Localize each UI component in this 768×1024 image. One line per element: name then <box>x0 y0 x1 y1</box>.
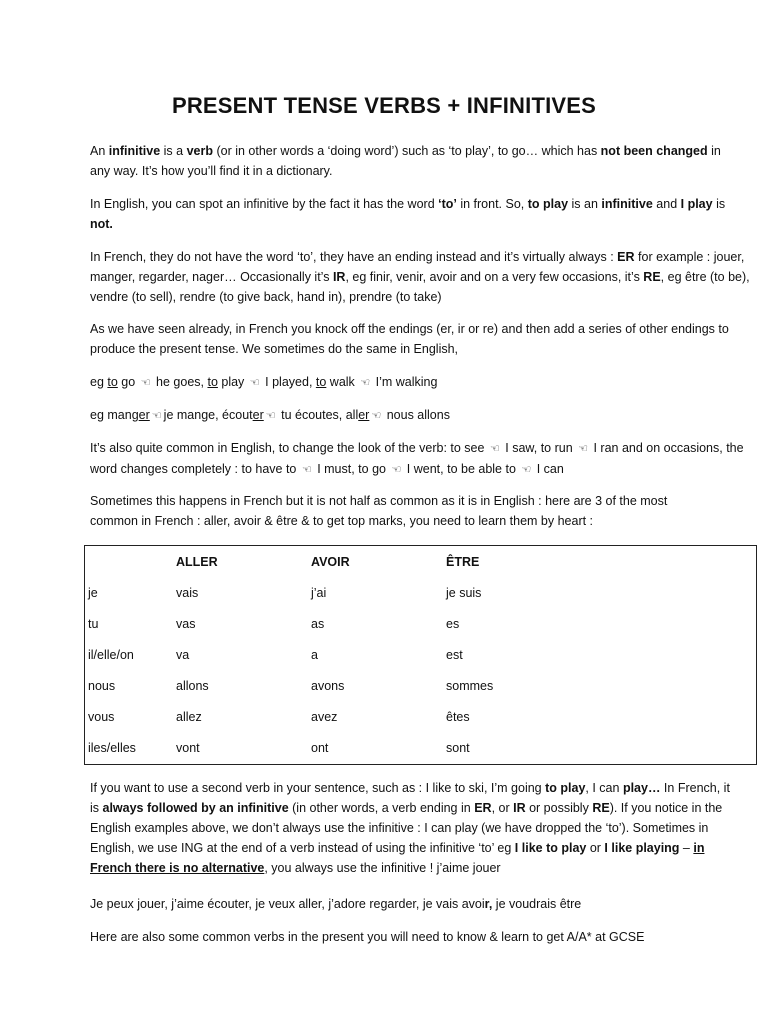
table-header-row <box>85 546 757 578</box>
page-title: PRESENT TENSE VERBS + INFINITIVES <box>171 93 597 118</box>
table-cell: êtes <box>446 710 470 725</box>
pointing-hand-icon: ☜ <box>360 377 371 389</box>
pointing-hand-icon: ☜ <box>151 410 162 422</box>
table-cell: as <box>311 616 325 631</box>
pointing-hand-icon: ☜ <box>371 410 382 422</box>
table-header-cell: ÊTRE <box>446 554 480 569</box>
paragraph-second-verb-rule: If you want to use a second verb in your sentence, such as : I like to ski, I’m going to play, I can play… In French, it is always followed by an infinitive (in other words, a verb ending in ER, or IR or possibly RE). If you notice in the English examples above, we don’t always use the infinitive : I can play (we have dropped the ‘to’). Sometimes in English, we use ING at the end of a verb instead of using the infinitive ‘to’ eg I like to play or I like playing – in French there is no alternative, you always use the infinitive ! j’aime jouer <box>90 781 730 875</box>
table-cell: avons <box>311 679 345 694</box>
paragraph-french-examples: eg manger ☜ je mange, écouter ☜ tu écoutes, aller ☜ nous allons <box>90 408 450 422</box>
pointing-hand-icon: ☜ <box>249 377 260 389</box>
paragraph-infinitive-definition: An infinitive is a verb (or in other words a ‘doing word’) such as ‘to play’, to go… which has not been changed in any way. It’s how you’ll find it in a dictionary. <box>90 144 721 178</box>
table-row <box>85 733 757 765</box>
table-cell: nous <box>88 679 116 694</box>
table-cell: j’ai <box>311 585 327 600</box>
table-cell: sont <box>446 741 470 756</box>
table-cell: vais <box>176 585 199 600</box>
table-cell: est <box>446 647 463 662</box>
table-cell: es <box>446 616 460 631</box>
paragraph-irregular-french: Sometimes this happens in French but it is not half as common as it is in English : here are 3 of the most common in French : aller, avoir & être & to get top marks, you need to learn them by heart : <box>90 494 668 528</box>
pointing-hand-icon: ☜ <box>301 464 312 476</box>
conjugation-table <box>84 545 757 765</box>
table-header-cell: ALLER <box>176 554 218 569</box>
paragraph-present-tense-endings: As we have seen already, in French you knock off the endings (er, ir or re) and then add a series of other endings to produce the present tense. We sometimes do the same in English, <box>90 322 729 356</box>
table-header-cell <box>85 546 177 578</box>
pointing-hand-icon: ☜ <box>265 410 276 422</box>
table-cell: je suis <box>446 585 482 600</box>
pointing-hand-icon: ☜ <box>578 443 589 455</box>
table-cell: iles/elles <box>88 741 136 756</box>
paragraph-english-examples: eg to go ☜ he goes, to play ☜ I played, to walk ☜ I’m walking <box>90 375 438 389</box>
table-cell: a <box>311 647 318 662</box>
table-row <box>85 608 757 639</box>
table-cell: allons <box>176 679 209 694</box>
table-cell: vous <box>88 710 115 725</box>
table-header-cell: AVOIR <box>311 554 350 569</box>
table-cell: ont <box>311 741 329 756</box>
table-row <box>85 639 757 670</box>
table-cell: allez <box>176 710 202 725</box>
table-cell: avez <box>311 710 338 725</box>
table-cell: va <box>176 647 190 662</box>
pointing-hand-icon: ☜ <box>140 377 151 389</box>
table-cell: vont <box>176 741 200 756</box>
paragraph-example-sentences: Je peux jouer, j’aime écouter, je veux aller, j’adore regarder, je vais avoir, je voudrais être <box>90 897 582 911</box>
table-cell: il/elle/on <box>88 647 134 662</box>
paragraph-irregular-english: It’s also quite common in English, to change the look of the verb: to see ☜ I saw, to run ☜ I ran and on occasions, the word changes completely : to have to ☜ I must, to go ☜ I went, to be able to ☜ I can <box>90 441 744 476</box>
pointing-hand-icon: ☜ <box>521 464 532 476</box>
paragraph-common-verbs-intro: Here are also some common verbs in the present you will need to know & learn to get A/A* at GCSE <box>90 930 645 944</box>
table-row <box>85 670 757 701</box>
table-cell: sommes <box>446 679 494 694</box>
pointing-hand-icon: ☜ <box>489 443 500 455</box>
table-row <box>85 702 757 733</box>
pointing-hand-icon: ☜ <box>391 464 402 476</box>
table-row <box>85 577 757 608</box>
table-cell: je <box>88 585 98 600</box>
table-cell: tu <box>88 616 99 631</box>
paragraph-english-infinitive: In English, you can spot an infinitive by the fact it has the word ‘to’ in front. So, to play is an infinitive and I play is not. <box>90 197 726 231</box>
paragraph-french-endings: In French, they do not have the word ‘to’, they have an ending instead and it’s virtually always : ER for example : jouer, manger, regarder, nager… Occasionally it’s IR, eg finir, venir, avoir and on a very few occasions, it’s RE, eg être (to be), vendre (to sell), rendre (to give back, hand in), prendre (to take) <box>90 250 750 304</box>
table-cell: vas <box>176 616 196 631</box>
